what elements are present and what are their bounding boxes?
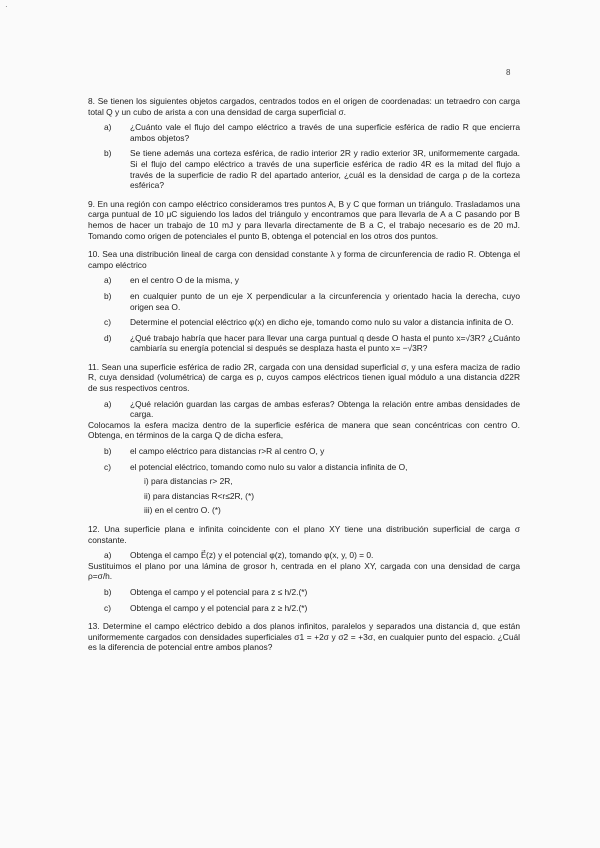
item-label: a) [104, 398, 112, 409]
problem-12 [88, 524, 520, 613]
problem-11-subitem-iii: iii) en el centro O. (*) [144, 505, 221, 516]
problem-10-item-d [88, 333, 520, 354]
item-text: Determine el potencial eléctrico φ(x) en dicho eje, tomando como nulo su valor a distancia infinita de O. [130, 317, 514, 328]
item-label: b) [104, 586, 112, 597]
problem-9 [88, 199, 520, 241]
item-text: Obtenga el campo E⃗(z) y el potencial φ(z), tomando φ(x, y, 0) = 0. [130, 550, 374, 561]
problem-11-item-c [88, 462, 520, 473]
item-text: Obtenga el campo y el potencial para z ≥ h/2.(*) [130, 602, 308, 613]
problem-8-item-b [88, 148, 520, 190]
item-text: ¿Cuánto vale el flujo del campo eléctrico a través de una superficie esférica de radio R que encierra ambos objetos? [130, 122, 520, 143]
problem-11-subitem-i: i) para distancias r> 2R, [144, 476, 233, 487]
item-label: a) [104, 275, 112, 286]
problem-11 [88, 362, 520, 516]
item-text: el potencial eléctrico, tomando como nulo su valor a distancia infinita de O, [130, 461, 408, 472]
problem-11-subitem-ii: ii) para distancias R<r≤2R, (*) [144, 490, 255, 501]
problem-11-note: Colocamos la esfera maciza dentro de la superficie esférica de manera que sean concéntricas con centro O. Obtenga, en términos de la carga Q de dicha esfera, [88, 419, 520, 441]
item-label: b) [104, 148, 112, 159]
item-text: el campo eléctrico para distancias r>R al centro O, y [130, 446, 325, 457]
problem-8 [88, 96, 520, 191]
item-label: b) [104, 446, 112, 457]
problem-11-item-a [88, 399, 520, 420]
item-label: c) [104, 461, 111, 472]
problem-13 [88, 621, 520, 653]
problem-10-item-c [88, 317, 520, 328]
item-label: a) [104, 550, 112, 561]
item-label: c) [104, 602, 111, 613]
problem-12-item-c [88, 603, 520, 614]
item-text: en cualquier punto de un eje X perpendicular a la circunferencia y orientado hacia la derecha, cuyo origen sea O. [130, 290, 520, 312]
item-label: c) [104, 317, 111, 328]
problem-list [88, 96, 520, 661]
problem-12-note: Sustituimos el plano por una lámina de grosor h, centrada en el plano XY, cargada con una densidad de carga ρ=σ/h. [88, 560, 520, 582]
problem-10 [88, 249, 520, 354]
item-text: ¿Qué trabajo habría que hacer para llevar una carga puntual q desde O hasta el punto x=√3R? ¿Cuánto cambiaría su energía potencial si después se desplaza hasta el punto x= −√3R? [130, 332, 520, 354]
problem-10-item-b [88, 291, 520, 312]
problem-10-item-a [88, 275, 520, 286]
problem-9-statement: 9. En una región con campo eléctrico consideramos tres puntos A, B y C que forman un triángulo. Trasladamos una carga puntual de 10 μC siguiendo los lados del triángulo y encontramos que para llevarla de A a C pasando por B hemos de hacer un trabajo de 10 mJ y para llevarla directamente de B a C, el trabajo necesario es de 20 mJ. Tomando como origen de potenciales el punto B, obtenga el potencial en los otros dos puntos. [88, 198, 520, 241]
problem-12-item-b [88, 587, 520, 598]
item-label: a) [104, 122, 112, 133]
item-text: ¿Qué relación guardan las cargas de ambas esferas? Obtenga la relación entre ambas densidades de carga. [130, 398, 520, 420]
problem-12-statement: 12. Una superficie plana e infinita coincidente con el plano XY tiene una distribución superficial de carga σ constante. [88, 524, 520, 545]
problem-8-item-a [88, 122, 520, 143]
problem-10-statement: 10. Sea una distribución lineal de carga con densidad constante λ y forma de circunferencia de radio R. Obtenga el campo eléctrico [88, 249, 520, 270]
item-text: en el centro O de la misma, y [130, 275, 239, 286]
item-text: Se tiene además una corteza esférica, de radio interior 2R y radio exterior 3R, uniformemente cargada. Si el flujo del campo eléctrico a través de una superficie esférica de radio 4R es la mitad del flujo a través de la superficie de radio R del apartado anterior, ¿cuál es la densidad de carga ρ de la corteza esférica? [130, 148, 520, 191]
problem-11-statement: 11. Sean una superficie esférica de radio 2R, cargada con una densidad superficial σ, y una esfera maciza de radio R, cuya densidad (volumétrica) de carga es ρ, cuyos campos eléctricos tienen igual módulo a una distancia d22R de sus respectivos centros. [88, 361, 520, 394]
problem-11-item-b [88, 446, 520, 457]
item-label: d) [104, 332, 112, 343]
problem-12-item-a [88, 550, 520, 561]
item-label: b) [104, 290, 112, 301]
page-number: 8 [506, 68, 511, 77]
problem-8-statement: 8. Se tienen los siguientes objetos cargados, centrados todos en el origen de coordenadas: un tetraedro con carga total Q y un cubo de arista a con una densidad de carga superficial σ. [88, 96, 520, 117]
corner-mark: · [5, 2, 8, 11]
item-text: Obtenga el campo y el potencial para z ≤ h/2.(*) [130, 586, 308, 597]
problem-13-statement: 13. Determine el campo eléctrico debido a dos planos infinitos, paralelos y separados una distancia d, que están uniformemente cargados con densidades superficiales σ1 = +2σ y σ2 = +3σ, en cualquier punto del espacio. ¿Cuál es la diferencia de potencial entre ambos planos? [88, 621, 520, 653]
